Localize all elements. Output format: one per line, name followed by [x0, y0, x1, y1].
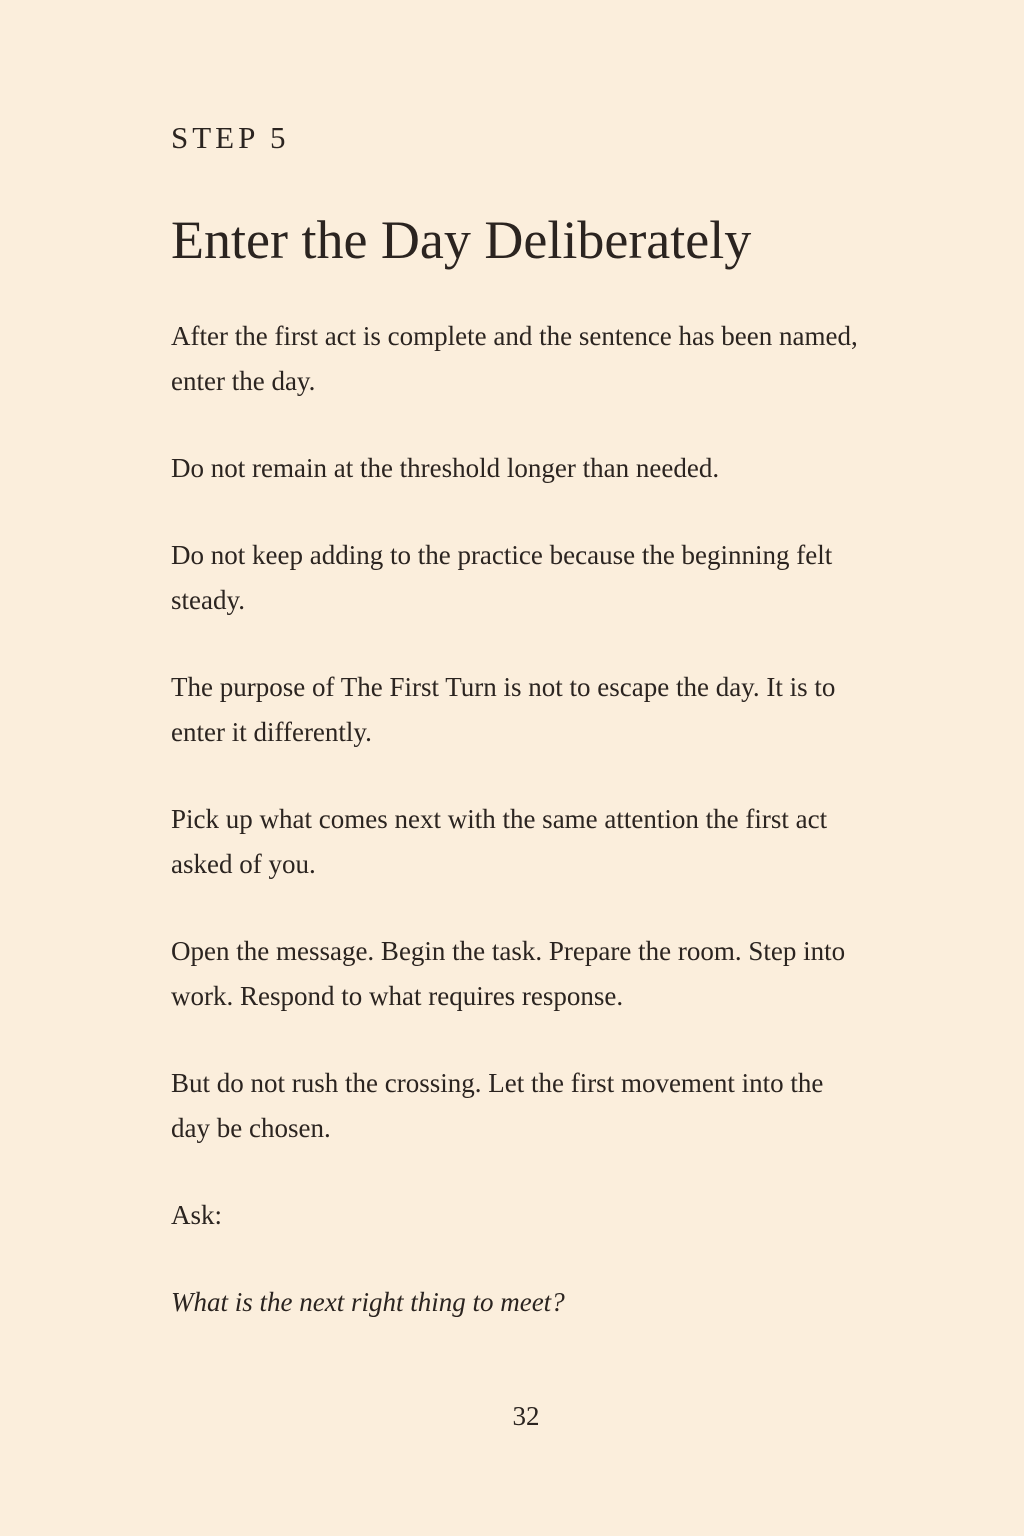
page-number: 32: [512, 1401, 540, 1431]
guiding-question: What is the next right thing to meet?: [171, 1287, 565, 1317]
chapter-title: Enter the Day Deliberately: [171, 210, 752, 270]
paragraph-5: Pick up what comes next with the same attention the first act asked of you.: [171, 804, 828, 879]
step-label: STEP 5: [171, 120, 290, 155]
body-text: [171, 314, 861, 1367]
paragraph-7: But do not rush the crossing. Let the first movement into the day be chosen.: [171, 1068, 824, 1143]
paragraph-2: Do not remain at the threshold longer than needed.: [171, 453, 720, 483]
paragraph-4: The purpose of The First Turn is not to escape the day. It is to enter it differently.: [171, 672, 836, 747]
paragraph-3: Do not keep adding to the practice because the beginning felt steady.: [171, 540, 833, 615]
paragraph-6: Open the message. Begin the task. Prepare the room. Step into work. Respond to what requires response.: [171, 936, 846, 1011]
paragraph-1: After the first act is complete and the sentence has been named, enter the day.: [171, 321, 858, 396]
paragraph-ask: Ask:: [171, 1200, 223, 1230]
